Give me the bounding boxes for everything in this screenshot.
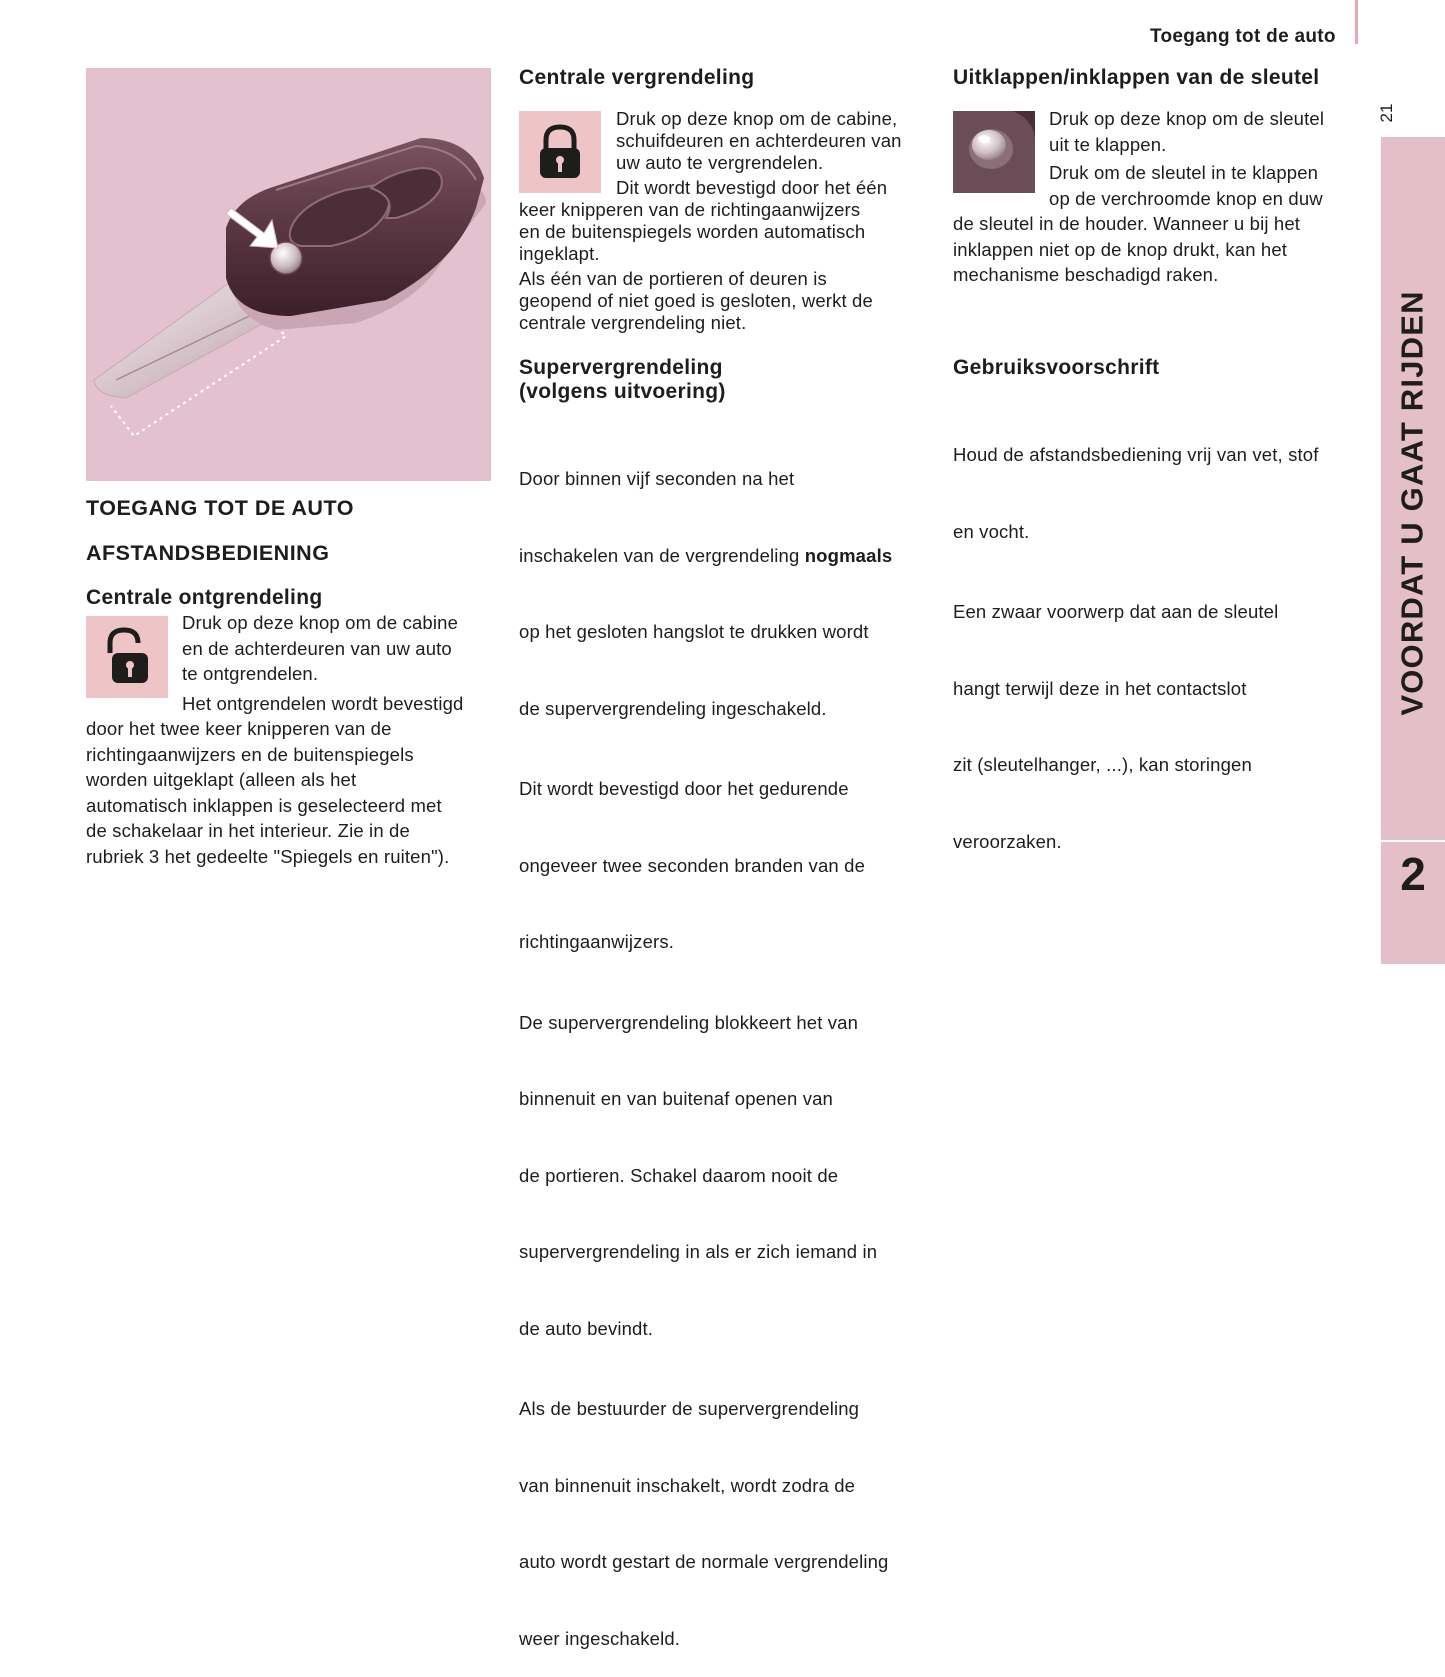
header-rule — [1355, 0, 1358, 44]
key-fob-photo — [86, 68, 491, 481]
fold-intro: Druk op deze knop om de sleutel uit te klappen. Druk om de sleutel in te klappen op de verchroomde knop en duw — [1049, 108, 1325, 209]
lock-intro: Druk op deze knop om de cabine, schuifdeuren en achterdeuren van uw auto te vergrendelen. Dit wordt bevestigd door het één — [616, 108, 902, 198]
section-title-remote: AFSTANDSBEDIENING — [86, 541, 330, 565]
super-lock-text: Door binnen vijf seconden na het inschakelen van de vergrendeling nogmaals op het gesloten hangslot te drukken wordt de supervergrendeling ingeschakeld. Dit wordt bevestigd door het gedurende ongeveer twee seconden branden van de richtingaanwijzers. De supervergrendeling blokkeert het van binnenuit en van buitenaf openen van de portieren. Schakel daarom nooit de supervergrendeling in als er zich iemand in de auto bevindt. Als de bestuurder de supervergrendeling van binnenuit inschakelt, wordt zodra de auto wordt gestart de normale vergrendeling weer ingeschakeld. — [519, 468, 893, 1649]
open-padlock-icon — [102, 627, 152, 687]
lock-icon-box — [519, 111, 601, 193]
fold-body: de sleutel in de houder. Wanneer u bij het inklappen niet op de knop drukt, kan het mechanisme beschadigd raken. — [953, 213, 1301, 285]
chapter-tab-divider — [1381, 840, 1445, 842]
section-title-access: TOEGANG TOT DE AUTO — [86, 496, 354, 520]
chapter-number: 2 — [1400, 848, 1426, 900]
fold-heading: Uitklappen/inklappen van de sleutel — [953, 66, 1320, 89]
unlock-icon-box — [86, 616, 168, 698]
page-number: 21 — [1377, 103, 1396, 123]
super-lock-heading: Supervergrendeling (volgens uitvoering) — [519, 356, 726, 403]
chapter-title: VOORDAT U GAAT RIJDEN — [1394, 290, 1430, 716]
unlock-heading: Centrale ontgrendeling — [86, 586, 323, 609]
closed-padlock-icon — [535, 122, 585, 182]
usage-text: Houd de afstandsbediening vrij van vet, stof en vocht. Een zwaar voorwerp dat aan de sleutel hangt terwijl deze in het contactslot zit (sleutelhanger, ...), kan storingen veroorzaken. — [953, 444, 1319, 852]
usage-heading: Gebruiksvoorschrift — [953, 356, 1160, 379]
lock-heading: Centrale vergrendeling — [519, 66, 755, 89]
unlock-body: door het twee keer knipperen van de richtingaanwijzers en de buitenspiegels worden uitgeklapt (alleen als het automatisch inklappen is geselecteerd met de schakelaar in het interieur. Zie in de rubriek 3 het gedeelte "Spiegels en ruiten"). — [86, 718, 450, 867]
chrome-button-icon — [972, 130, 1006, 160]
running-head-title: Toegang tot de auto — [1150, 26, 1336, 47]
lock-body: keer knipperen van de richtingaanwijzers en de buitenspiegels worden automatisch ingeklapt. Als één van de portieren of deuren is geopend of niet goed is gesloten, werkt de centrale vergrendeling niet. — [519, 199, 873, 333]
fold-button-photo — [953, 111, 1035, 193]
unlock-intro: Druk op deze knop om de cabine en de achterdeuren van uw auto te ontgrendelen. Het ontgrendelen wordt bevestigd — [182, 612, 464, 714]
